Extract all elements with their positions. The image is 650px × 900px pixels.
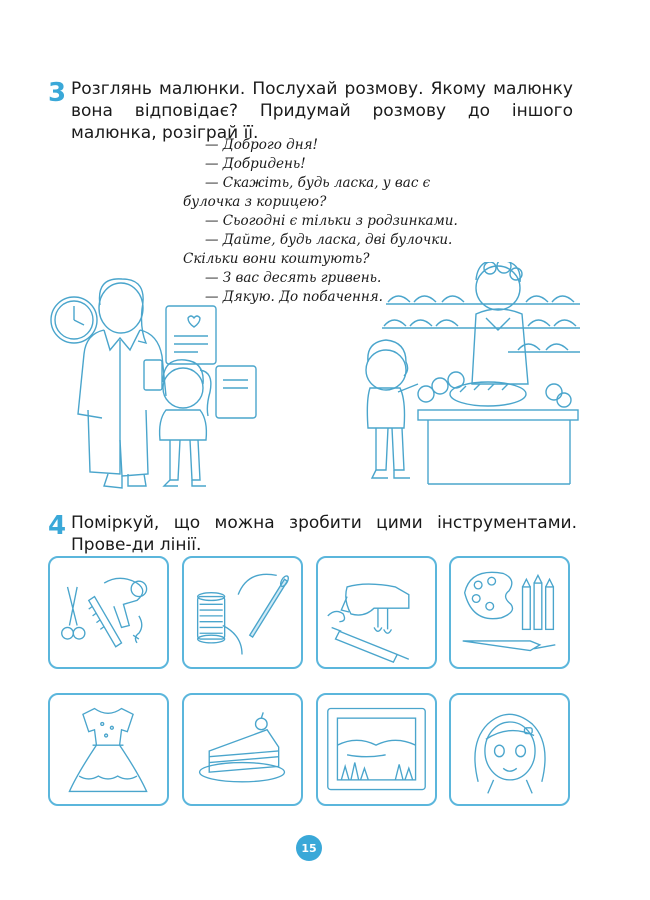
- matching-grid: [48, 556, 572, 812]
- card-kitchen-tools[interactable]: [316, 556, 437, 669]
- cake-icon: [184, 695, 301, 804]
- palette-paints-brush-icon: [451, 558, 568, 667]
- card-hairstyle[interactable]: [449, 693, 570, 806]
- doctor-head: [99, 283, 143, 333]
- card-sewing-tools[interactable]: [182, 556, 303, 669]
- dress-icon: [50, 695, 167, 804]
- card-dress[interactable]: [48, 693, 169, 806]
- card-painting-tools[interactable]: [449, 556, 570, 669]
- girl-hairstyle-icon: [451, 695, 568, 804]
- wall-poster-icon: [166, 306, 216, 364]
- task-4-number: 4: [48, 511, 67, 541]
- framed-painting-icon: [318, 695, 435, 804]
- dialog-line: булочка з корицею?: [183, 194, 327, 210]
- dialog-line: — Сьогодні є тільки з родзинками.: [205, 213, 458, 229]
- task-3-number: 3: [48, 78, 67, 108]
- dialog-line: Скільки вони коштують?: [183, 251, 370, 267]
- dialog-line: — Дайте, будь ласка, дві булочки.: [205, 232, 453, 248]
- customer-head: [366, 350, 406, 390]
- card-cake[interactable]: [182, 693, 303, 806]
- thread-needle-icon: [184, 558, 301, 667]
- dialog-line: — Доброго дня!: [205, 137, 318, 153]
- task-4-instruction: Поміркуй, що можна зробити цими інструментами. Прове-ди лінії.: [71, 513, 577, 555]
- scissors-comb-hairdryer-icon: [50, 558, 167, 667]
- dialog-line: — Дякую. До побачення.: [205, 289, 383, 305]
- dialog-line: — Скажіть, будь ласка, у вас є: [205, 175, 431, 191]
- dialog-line: — Добридень!: [205, 156, 306, 172]
- mixer-rolling-pin-icon: [318, 558, 435, 667]
- doctor-scene-illustration: [48, 270, 273, 498]
- card-painting[interactable]: [316, 693, 437, 806]
- task-3-instruction: Розглянь малюнки. Послухай розмову. Якому малюнку вона відповідає? Придумай розмову до іншого малюнка, розіграй її.: [71, 79, 573, 143]
- page-number-badge: 15: [296, 835, 322, 861]
- dialog-line: — З вас десять гривень.: [205, 270, 382, 286]
- bakery-scene-illustration: [358, 262, 580, 497]
- girl-head: [163, 368, 203, 408]
- card-hair-tools[interactable]: [48, 556, 169, 669]
